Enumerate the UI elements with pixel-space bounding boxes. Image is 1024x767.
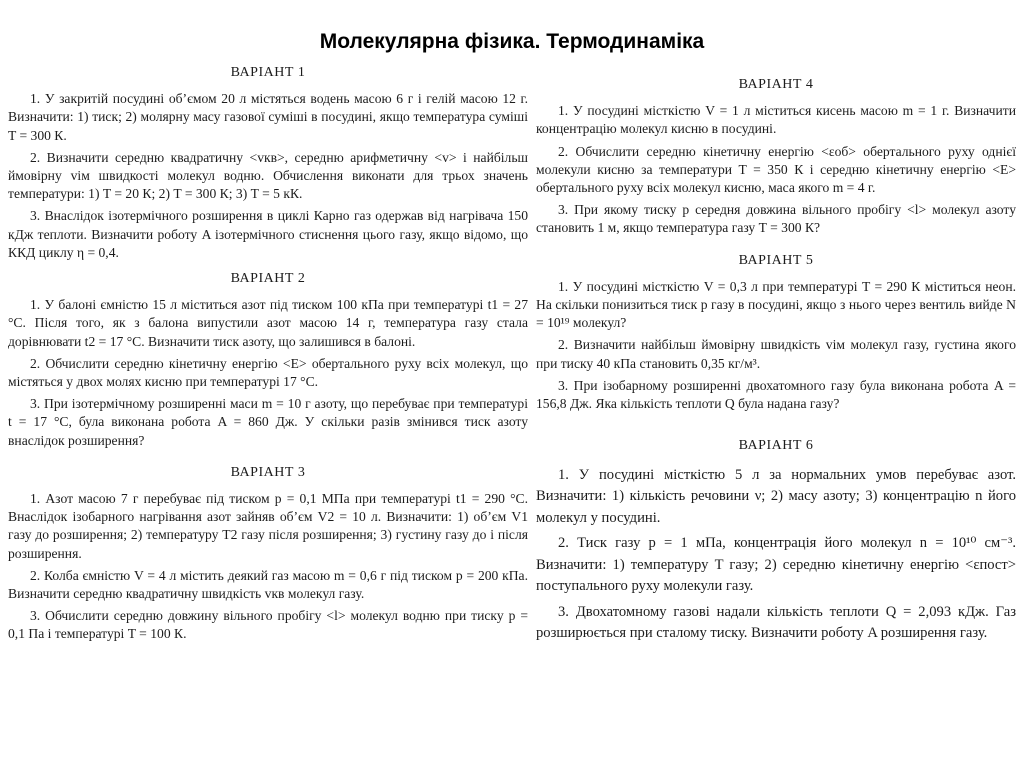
variant-heading: ВАРІАНТ 6 [738, 438, 814, 454]
problem-text: 3. Внаслідок ізотермічного розширення в циклі Карно газ одержав від нагрівача 150 кДж теплоти. Визначити роботу A ізотермічного стиснення цього газу, якщо відомо, що ККД циклу η = 0,4. [8, 208, 528, 260]
problem-text: 2. Обчислити середню кінетичну енергію <εоб> обертального руху однієї молекули кисню за температури T = 350 К і середню кінетичну енергію <E> обертального руху всіх молекул кисню, маса якого m = 4 г. [536, 143, 1016, 196]
variant-3 [8, 464, 528, 644]
problem-text: 3. Обчислити середню довжину вільного пробігу <l> молекул водню при тиску p = 0,1 Па і температурі T = 100 К. [8, 608, 528, 642]
variant-heading: ВАРІАНТ 2 [230, 271, 306, 287]
problem-text: 3. При якому тиску p середня довжина вільного пробігу <l> молекул азоту становить 1 м, якщо температура газу T = 300 К? [536, 202, 1016, 236]
variant-heading: ВАРІАНТ 5 [738, 252, 814, 268]
problem-text: 2. Визначити найбільш ймовірну швидкість vім молекул газу, густина якого при тиску 40 кПа становить 0,35 кг/м³. [536, 337, 1016, 371]
left-column [8, 64, 528, 648]
variant-6 [536, 435, 1016, 645]
problem-text: 1. У посудині місткістю V = 1 л міститься кисень масою m = 1 г. Визначити концентрацію молекул кисню в посудині. [536, 103, 1016, 137]
variant-1 [8, 64, 528, 262]
problem-text: 3. При ізотермічному розширенні маси m = 10 г азоту, що перебуває при температурі t = 17 °С, була виконана робота A = 860 Дж. У скільки разів змінився тиск азоту внаслідок розширення? [8, 396, 528, 448]
problem-text: 1. У закритій посудині об’ємом 20 л містяться водень масою 6 г і гелій масою 12 г. Визначити: 1) тиск; 2) молярну масу газової суміші в посудині, якщо температура суміші T = 300 К. [8, 91, 528, 143]
problem-text: 2. Визначити середню квадратичну <vкв>, середню арифметичну <v> і найбільш ймовірну vім швидкості молекул водню. Обчислення виконати для трьох значень температури: 1) T = 20 К; 2) T = 300 К; 3) T = 5 кК. [8, 149, 528, 202]
problem-text: 2. Колба ємністю V = 4 л містить деякий газ масою m = 0,6 г під тиском p = 200 кПа. Визначити середню квадратичну швидкість vкв молекул газу. [8, 567, 528, 602]
problem-text: 1. У балоні ємністю 15 л міститься азот під тиском 100 кПа при температурі t1 = 27 °С. Після того, як з балона випустили азот масою 14 г, температура газу стала дорівнювати t2 = 17 °С. Визначити тиск азоту, що залишився в балоні. [8, 297, 528, 349]
variant-heading: ВАРІАНТ 4 [738, 77, 814, 92]
problem-text: 1. У посудині місткістю 5 л за нормальних умов перебуває азот. Визначити: 1) кількість речовини ν; 2) масу азоту; 3) концентрацію n його молекул у посудині. [536, 466, 1016, 526]
right-column [536, 76, 1016, 649]
problem-text: 1. У посудині місткістю V = 0,3 л при температурі T = 290 К міститься неон. На скільки понизиться тиск p газу в посудині, якщо з нього через вентиль вийде N = 10¹⁹ молекул? [536, 278, 1016, 331]
problem-text: 3. Двохатомному газові надали кількість теплоти Q = 2,093 кДж. Газ розширюється при сталому тиску. Визначити роботу A розширення газу. [536, 603, 1016, 642]
problem-text: 3. При ізобарному розширенні двохатомного газу була виконана робота A = 156,8 Дж. Яка кількість теплоти Q була надана газу? [536, 377, 1016, 412]
variant-heading: ВАРІАНТ 1 [230, 65, 306, 80]
variant-5 [536, 252, 1016, 414]
problem-text: 2. Тиск газу p = 1 мПа, концентрація його молекул n = 10¹⁰ см⁻³. Визначити: 1) температуру T газу; 2) середню кінетичну енергію <εпост> поступального руху молекули газу. [536, 535, 1016, 595]
variant-2 [8, 270, 528, 450]
page-title: Молекулярна фізика. Термодинаміка [319, 30, 705, 53]
variant-heading: ВАРІАНТ 3 [230, 464, 306, 480]
problem-text: 2. Обчислити середню кінетичну енергію <E> обертального руху всіх молекул, що містяться у двох молях кисню при температурі 17 °С. [8, 355, 528, 390]
problem-text: 1. Азот масою 7 г перебуває під тиском p = 0,1 МПа при температурі t1 = 290 °С. Внаслідок ізобарного нагрівання азот зайняв об’єм V2 = 10 л. Визначити: 1) об’єм V1 газу до розширення; 2) температуру T2 газу після розширення; 3) густину газу до і після розширення. [8, 491, 528, 561]
variant-4 [536, 76, 1016, 238]
